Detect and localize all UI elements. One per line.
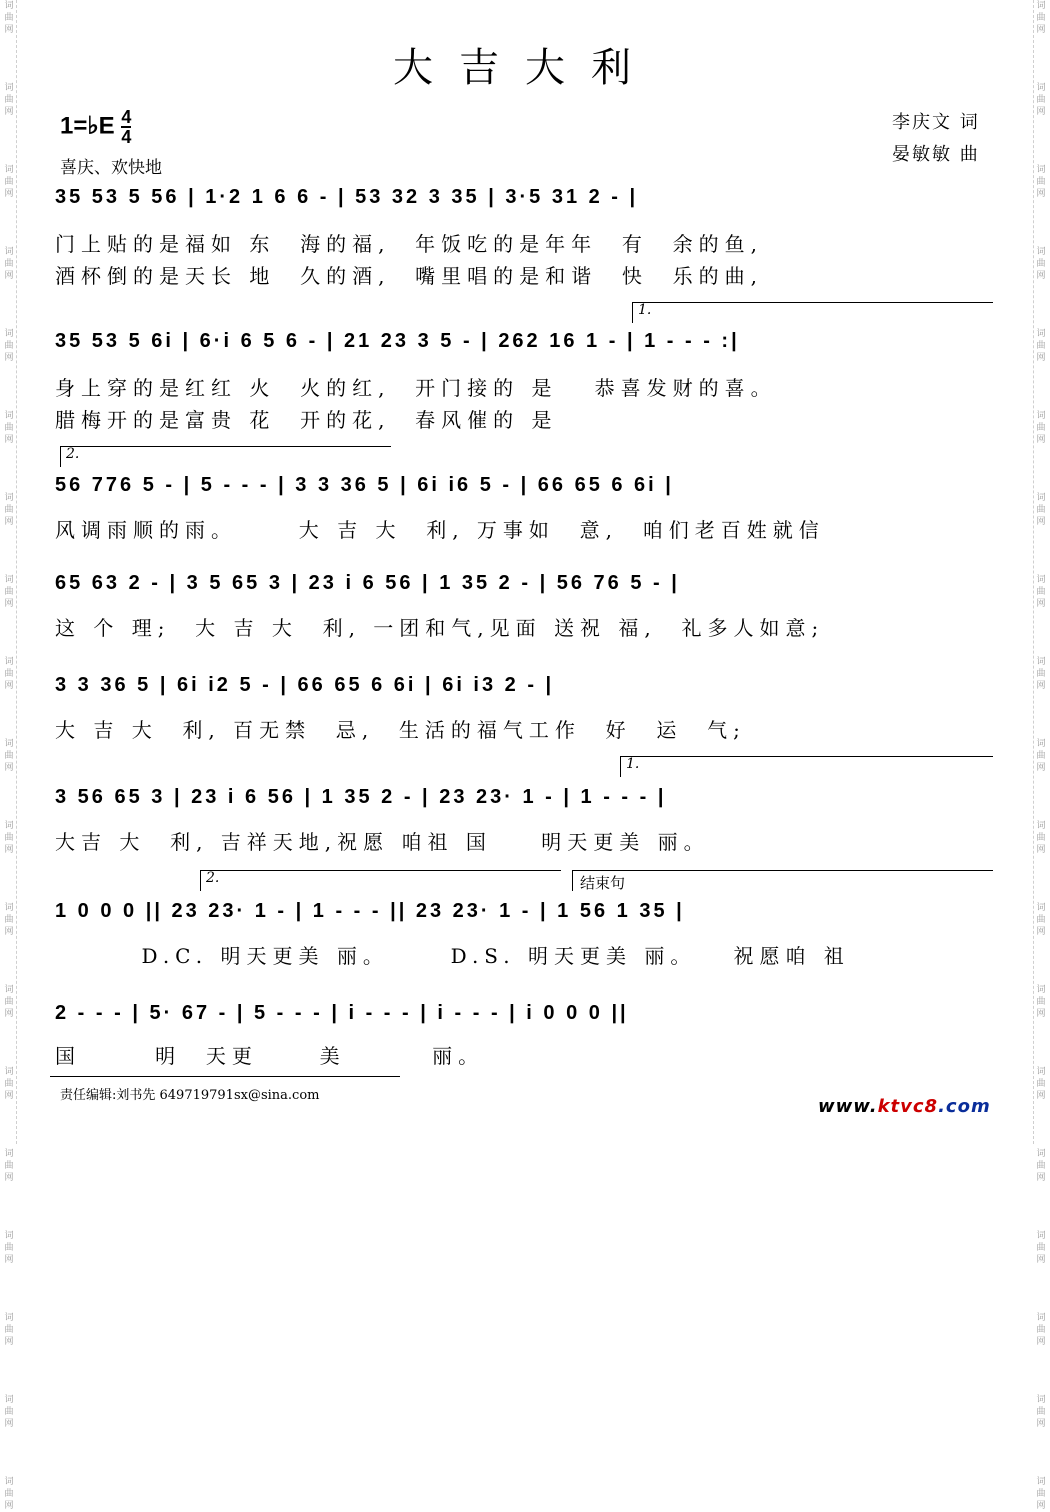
lyricist-credit: 李庆文 词 [892,112,980,133]
volta-1-label: 1. [638,302,652,318]
lyric-line-5: 大 吉 大 利, 百无禁 忌, 生活的福气工作 好 运 气; [55,718,746,742]
watermark-text: 词 曲 网 [1036,1313,1046,1347]
site-logo [818,1096,991,1117]
lyric-line-2a: 身上穿的是红红 火 火的红, 开门接的 是 恭喜发财的喜。 [55,376,777,400]
site-logo-domain: .com [938,1096,991,1117]
watermark-text: 词 曲 网 [1036,83,1046,117]
notation-line-1: 35 53 5 56 | 1·2 1 6 6 - | 53 32 3 35 | 3·5 31 2 - | [55,186,639,208]
lyric-line-1a: 门上贴的是福如 东 海的福, 年饭吃的是年年 有 余的鱼, [55,232,763,256]
volta-bracket-3 [620,756,993,777]
watermark-text: 词 曲 网 [1036,1395,1046,1429]
watermark-text: 词 曲 网 [4,1313,14,1347]
volta-4-label: 2. [206,870,220,886]
lyric-line-7: D.C. 明天更美 丽。 D.S. 明天更美 丽。 祝愿咱 祖 [55,944,850,968]
watermark-text: 词 曲 网 [1036,985,1046,1019]
tempo-marking: 喜庆、欢快地 [60,158,162,178]
watermark-text: 词 曲 网 [4,329,14,363]
watermark-text: 词 曲 网 [4,247,14,281]
lyric-line-3: 风调雨顺的雨。 大 吉 大 利, 万事如 意, 咱们老百姓就信 [55,518,825,542]
key-label: 1=♭E [60,112,115,140]
time-top: 4 [121,107,132,127]
volta-bracket-1 [632,302,993,323]
volta-3-label: 1. [626,756,640,772]
ending-label: 结束句 [580,874,626,892]
watermark-text: 词 曲 网 [4,1231,14,1265]
song-title: 大吉大利 [393,45,657,91]
site-logo-www: www. [818,1096,878,1117]
lyric-line-6: 大吉 大 利, 吉祥天地,祝愿 咱祖 国 明天更美 丽。 [55,830,710,854]
site-logo-name: ktvc8 [877,1096,939,1117]
watermark-text: 词 曲 网 [1036,1231,1046,1265]
lyric-line-2b: 腊梅开的是富贵 花 开的花, 春风催的 是 [55,408,558,432]
watermark-text: 词 曲 网 [4,821,14,855]
watermark-text: 词 曲 网 [1036,903,1046,937]
watermark-text: 词 曲 网 [1036,411,1046,445]
notation-line-8: 2 - - - | 5· 67 - | 5 - - - | i - - - | i - - - | i 0 0 0 || [55,1002,629,1024]
watermark-text: 词 曲 网 [1036,657,1046,691]
watermark-text: 词 曲 网 [4,1149,14,1183]
notation-line-5: 3 3 36 5 | 6i i2 5 - | 66 65 6 6i | 6i i3 2 - | [55,674,555,696]
lyric-line-8: 国 明 天更 美 丽。 [55,1044,485,1068]
watermark-text: 词 曲 网 [4,1,14,35]
watermark-text: 词 曲 网 [4,1395,14,1429]
watermark-text: 词 曲 网 [1036,739,1046,773]
volta-2-label: 2. [66,446,80,462]
watermark-text: 词 曲 网 [4,411,14,445]
watermark-text: 词 曲 网 [1036,1067,1046,1101]
watermark-text: 词 曲 网 [4,165,14,199]
key-signature [60,108,131,146]
watermark-text: 词 曲 网 [1036,1,1046,35]
ending-bracket [572,870,993,891]
notation-line-7: 1 0 0 0 || 23 23· 1 - | 1 - - - || 23 23· 1 - | 1 56 1 35 | [55,900,685,922]
notation-line-4: 65 63 2 - | 3 5 65 3 | 23 i 6 56 | 1 35 2 - | 56 76 5 - | [55,572,680,594]
footer-divider [50,1076,400,1077]
watermark-text: 词 曲 网 [1036,1477,1046,1511]
notation-line-3: 56 776 5 - | 5 - - - | 3 3 36 5 | 6i i6 5 - | 66 65 6 6i | [55,474,674,496]
watermark-text: 词 曲 网 [1036,575,1046,609]
watermark-text: 词 曲 网 [1036,1149,1046,1183]
lyric-line-4: 这 个 理; 大 吉 大 利, 一团和气,见面 送祝 福, 礼多人如意; [55,616,825,640]
watermark-strip-left [2,0,17,1511]
watermark-text: 词 曲 网 [4,1477,14,1511]
composer-credit: 晏敏敏 曲 [892,144,980,165]
watermark-text: 词 曲 网 [1036,493,1046,527]
lyric-line-1b: 酒杯倒的是天长 地 久的酒, 嘴里唱的是和谐 快 乐的曲, [55,264,763,288]
volta-bracket-2 [60,446,391,467]
watermark-text: 词 曲 网 [4,739,14,773]
watermark-text: 词 曲 网 [1036,821,1046,855]
watermark-text: 词 曲 网 [4,83,14,117]
watermark-strip-right [1033,0,1048,1511]
time-signature [121,108,131,146]
watermark-text: 词 曲 网 [1036,247,1046,281]
watermark-text: 词 曲 网 [4,985,14,1019]
watermark-text: 词 曲 网 [1036,329,1046,363]
watermark-text: 词 曲 网 [4,657,14,691]
volta-bracket-4 [200,870,561,891]
watermark-text: 词 曲 网 [4,1067,14,1101]
watermark-text: 词 曲 网 [4,903,14,937]
watermark-text: 词 曲 网 [4,575,14,609]
time-bottom: 4 [121,127,132,147]
watermark-text: 词 曲 网 [4,493,14,527]
notation-line-6: 3 56 65 3 | 23 i 6 56 | 1 35 2 - | 23 23· 1 - | 1 - - - | [55,786,667,808]
footer-editor: 责任编辑:刘书先 649719791sx@sina.com [60,1088,320,1103]
watermark-text: 词 曲 网 [1036,165,1046,199]
notation-line-2: 35 53 5 6i | 6·i 6 5 6 - | 21 23 3 5 - | 262 16 1 - | 1 - - - :| [55,330,740,352]
